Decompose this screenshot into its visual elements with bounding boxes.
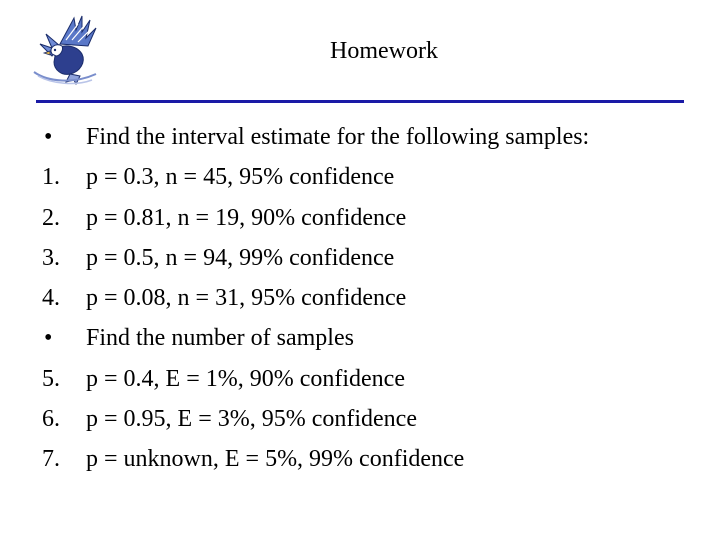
list-item-text: p = 0.3, n = 45, 95% confidence [86, 164, 395, 191]
number-marker: 2. [42, 204, 60, 231]
number-marker: 3. [42, 244, 60, 271]
list-item-text: Find the interval estimate for the following samples: [86, 124, 590, 150]
bullet-marker: • [44, 124, 53, 150]
list-item-text: p = 0.5, n = 94, 99% confidence [86, 244, 395, 271]
list-item-text: p = 0.95, E = 3%, 95% confidence [86, 406, 417, 433]
title-divider [36, 100, 684, 103]
number-marker: 6. [42, 406, 60, 433]
number-marker: 4. [42, 285, 60, 312]
list-item [42, 198, 702, 238]
list-item [42, 238, 702, 278]
list-item [42, 157, 702, 197]
list-item [42, 399, 702, 439]
list-item [42, 117, 702, 157]
list-item [42, 439, 702, 479]
list-item-text: p = unknown, E = 5%, 99% confidence [86, 446, 465, 473]
list-item [42, 359, 702, 399]
list-item-text: p = 0.81, n = 19, 90% confidence [86, 204, 407, 231]
homework-list [42, 117, 702, 480]
number-marker: 5. [42, 365, 60, 392]
list-item [42, 278, 702, 318]
list-item-text: p = 0.4, E = 1%, 90% confidence [86, 365, 405, 392]
list-item-text: Find the number of samples [86, 325, 354, 352]
list-item-text: p = 0.08, n = 31, 95% confidence [86, 285, 407, 312]
eagle-logo-icon [30, 14, 102, 86]
page-title: Homework [330, 38, 438, 64]
number-marker: 1. [42, 164, 60, 191]
number-marker: 7. [42, 446, 60, 473]
list-item [42, 318, 702, 358]
bullet-marker: • [44, 325, 53, 352]
